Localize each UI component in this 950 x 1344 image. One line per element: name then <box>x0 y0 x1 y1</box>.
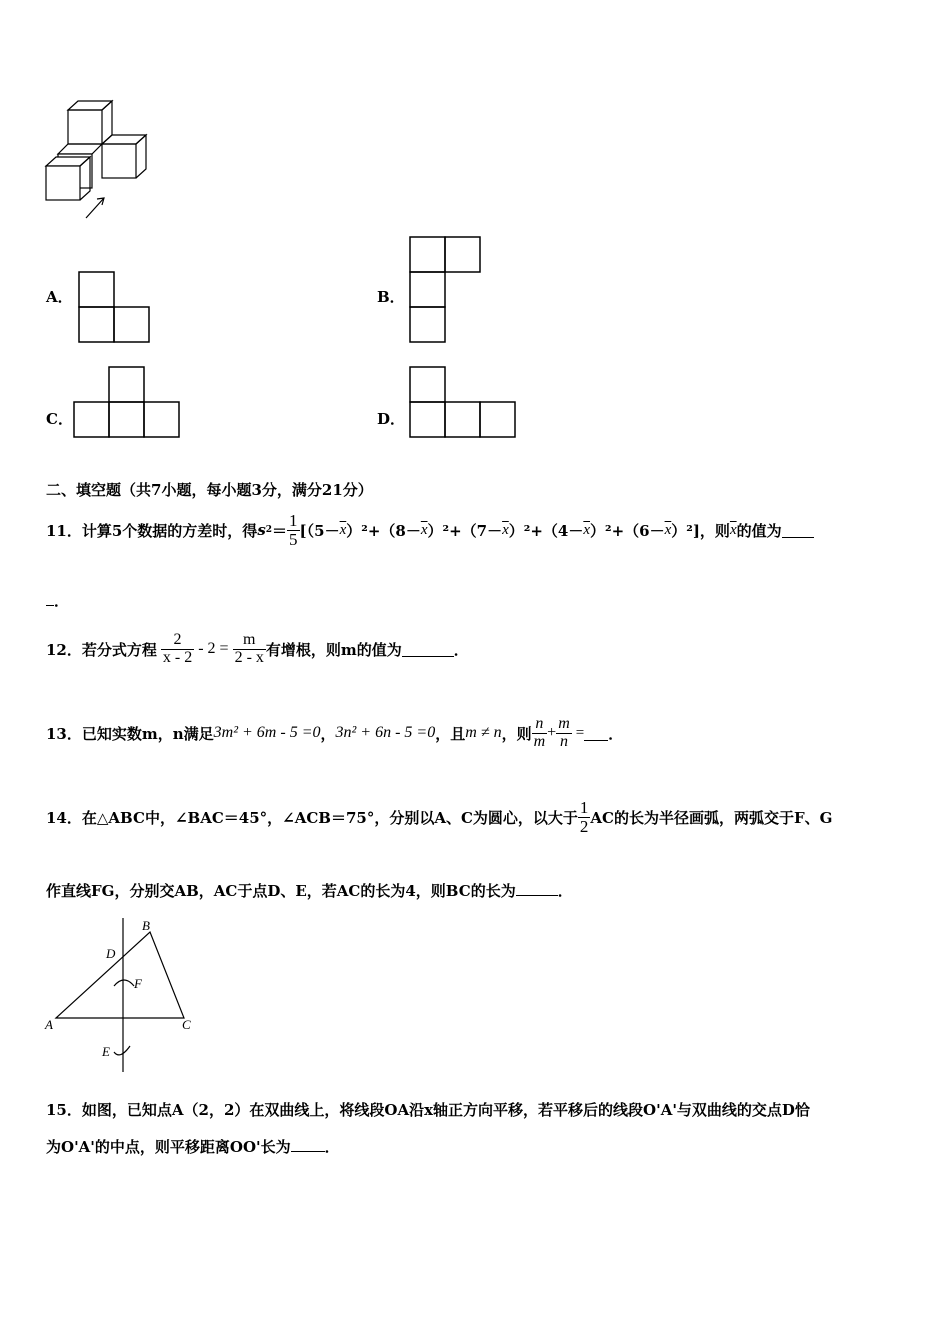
arc-f <box>114 980 134 986</box>
q11-xbar-6: $\overline{x}$ <box>729 521 737 538</box>
q14-line1-suffix: AC的长为半径画弧，两弧交于F、G <box>590 808 833 827</box>
question-12 <box>46 624 469 674</box>
q11-frac-den: 5 <box>289 529 298 549</box>
option-d-label[interactable]: D． <box>377 410 406 428</box>
q11-s: s <box>257 521 266 539</box>
triangle-abc <box>56 932 184 1018</box>
triangle-construction-figure <box>42 914 212 1074</box>
q11-fraction <box>287 512 300 549</box>
option-c-figure[interactable] <box>73 366 183 438</box>
q15-answer-blank[interactable] <box>291 1137 325 1152</box>
q11-t3: ）²+（7－ <box>427 521 503 540</box>
q13-then: ，则 <box>501 724 532 743</box>
q13-fa-den: m <box>533 732 546 750</box>
q11-answer-blank[interactable] <box>782 523 814 538</box>
q13-fb-num: m <box>558 714 570 732</box>
q12-fraction-1 <box>161 632 194 667</box>
q15-tail: ． <box>324 1138 340 1156</box>
section-heading: 二、填空题（共7小题，每小题3分，满分21分） <box>46 481 373 499</box>
q13-fb-den: n <box>556 733 572 751</box>
q11-t6: ）²]，则 <box>671 521 730 540</box>
q12-mid: - 2 = <box>198 640 229 657</box>
q11-suffix: 的值为 <box>736 521 782 540</box>
q12-f2-den: 2 - x <box>234 648 264 666</box>
option-b-label[interactable]: B． <box>377 288 405 306</box>
q12-f2-num: m <box>243 630 256 648</box>
label-c: C <box>182 1017 191 1032</box>
q13-fraction-b <box>556 716 572 751</box>
q13-eq2: 3n² + 6n - 5 =0 <box>335 724 436 741</box>
q11-t5: ）²+（6－ <box>590 521 665 540</box>
q13-equals: = <box>575 724 585 741</box>
question-13 <box>46 708 623 758</box>
cube-stack-figure <box>40 98 160 228</box>
label-f: F <box>134 976 142 991</box>
q12-answer-blank[interactable] <box>402 642 454 657</box>
q13-prefix: 13．已知实数m，n满足 <box>46 724 214 743</box>
label-d: D <box>106 946 116 961</box>
q11-continuation <box>46 590 69 611</box>
q11-eq: ＝ <box>272 521 288 540</box>
option-a-label[interactable]: A． <box>46 288 73 306</box>
q11-xbar-2: $\overline{x}$ <box>420 521 428 538</box>
q13-neq: m ≠ n <box>465 724 502 741</box>
q12-f1-num: 2 <box>173 630 182 648</box>
question-11 <box>46 505 814 555</box>
q13-plus: + <box>547 724 557 741</box>
option-a-figure[interactable] <box>78 271 153 343</box>
q13-comma: ， <box>320 724 336 743</box>
q11-t2: ）²+（8－ <box>346 521 421 540</box>
q13-fa-num: n <box>535 714 544 732</box>
q15-line2-prefix: 为O'A'的中点，则平移距离OO'长为 <box>46 1138 291 1156</box>
q14-half-den: 2 <box>579 816 589 836</box>
q11-xbar-4: $\overline{x}$ <box>583 521 591 538</box>
view-direction-arrow-icon <box>86 198 104 218</box>
label-e: E <box>102 1044 110 1059</box>
question-15-line-2 <box>46 1136 340 1157</box>
q14-half-num: 1 <box>579 797 589 817</box>
q12-tail: ． <box>453 640 469 659</box>
question-14-line-2 <box>46 880 573 901</box>
q14-line1-prefix: 14．在△ABC中，∠BAC＝45°，∠ACB＝75°，分别以A、C为圆心，以大于 <box>46 808 578 827</box>
q13-eq1: 3m² + 6m - 5 =0 <box>213 724 321 741</box>
q12-prefix: 12．若分式方程 <box>46 640 157 659</box>
q11-prefix: 11．计算5个数据的方差时，得 <box>46 521 258 540</box>
arc-e <box>114 1046 130 1055</box>
q11-answer-blank-cont[interactable] <box>46 591 54 606</box>
q14-half-fraction <box>578 799 591 836</box>
q11-t4: ）²+（4－ <box>508 521 584 540</box>
q13-answer-blank[interactable] <box>584 726 608 741</box>
q14-tail: ． <box>557 882 573 900</box>
q11-frac-num: 1 <box>289 510 298 530</box>
q13-tail: ． <box>608 724 624 743</box>
q14-answer-blank[interactable] <box>516 881 558 896</box>
q11-tail: ． <box>54 592 70 610</box>
q11-xbar-1: $\overline{x}$ <box>339 521 347 538</box>
q13-and: ，且 <box>435 724 466 743</box>
q14-line2: 作直线FG，分别交AB，AC于点D、E，若AC的长为4，则BC的长为 <box>46 882 516 900</box>
label-b: B <box>142 918 150 933</box>
q12-suffix: 有增根，则m的值为 <box>265 640 402 659</box>
question-15-line-1: 15．如图，已知点A（2，2）在双曲线上，将线段OA沿x轴正方向平移，若平移后的线段O'A'与双曲线的交点D恰 <box>46 1101 810 1119</box>
q12-f1-den: x - 2 <box>162 648 193 666</box>
option-c-label[interactable]: C． <box>46 410 73 428</box>
q11-xbar-5: $\overline{x}$ <box>664 521 672 538</box>
q12-fraction-2 <box>233 632 266 667</box>
q11-xbar-3: $\overline{x}$ <box>502 521 509 538</box>
option-b-figure[interactable] <box>409 236 484 344</box>
label-a: A <box>45 1017 53 1032</box>
q11-sup: 2 <box>265 525 273 535</box>
q13-fraction-a <box>532 716 548 751</box>
option-d-figure[interactable] <box>409 366 519 438</box>
q11-t1: [（5－ <box>299 521 340 540</box>
question-14-line-1 <box>46 792 832 842</box>
